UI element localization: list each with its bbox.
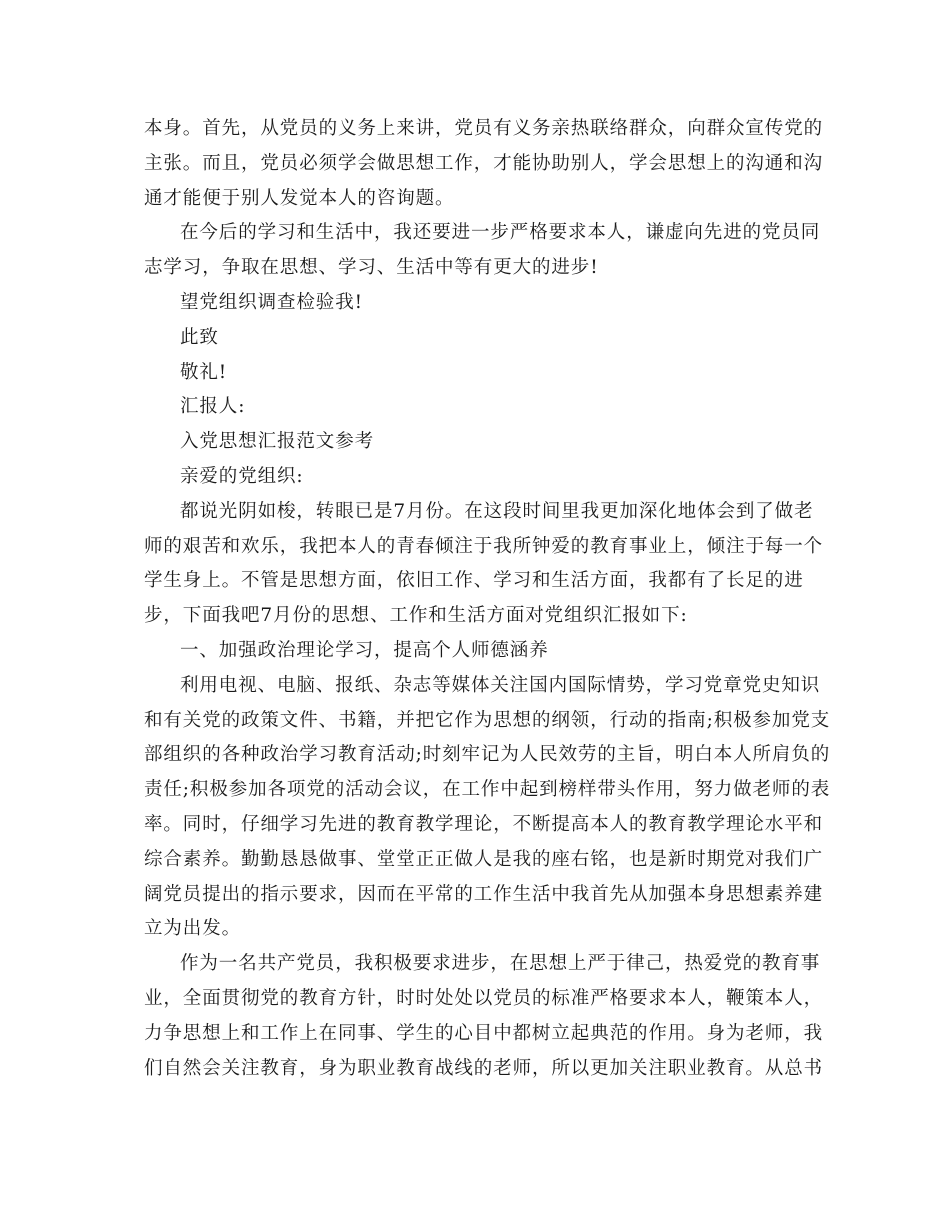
text-line: 业，全面贯彻党的教育方针，时时处处以党员的标准严格要求本人，鞭策本人，: [144, 987, 824, 1009]
text-line: 立为出发。: [144, 918, 242, 940]
text-line: 步，下面我吧7月份的思想、工作和生活方面对党组织汇报如下:: [144, 605, 688, 627]
text-line: 亲爱的党组织:: [180, 465, 304, 487]
text-line: 综合素养。勤勤恳恳做事、堂堂正正做人是我的座右铭，也是新时期党对我们广: [144, 848, 824, 870]
text-line: 汇报人:: [180, 396, 246, 418]
text-line: 一、加强政治理论学习，提高个人师德涵养: [180, 639, 549, 661]
text-line: 阔党员提出的指示要求，因而在平常的工作生活中我首先从加强本身思想素养建: [144, 883, 824, 905]
text-line: 敬礼!: [180, 361, 228, 383]
text-line: 责任;积极参加各项党的活动会议，在工作中起到榜样带头作用，努力做老师的表: [144, 779, 831, 801]
text-line: 志学习，争取在思想、学习、生活中等有更大的进步!: [144, 257, 599, 279]
text-line: 力争思想上和工作上在同事、学生的心目中都树立起典范的作用。身为老师，我: [144, 1022, 824, 1044]
text-line: 都说光阴如梭，转眼已是7月份。在这段时间里我更加深化地体会到了做老: [180, 500, 814, 522]
text-line: 利用电视、电脑、报纸、杂志等媒体关注国内国际情势，学习党章党史知识: [180, 674, 821, 696]
text-line: 率。同时，仔细学习先进的教育教学理论，不断提高本人的教育教学理论水平和: [144, 813, 824, 835]
text-line: 主张。而且，党员必须学会做思想工作，才能协助别人，学会思想上的沟通和沟: [144, 152, 824, 174]
document-page: [144, 112, 831, 1086]
text-line: 作为一名共产党员，我积极要求进步，在思想上严于律己，热爱党的教育事: [180, 953, 821, 975]
text-line: 本身。首先，从党员的义务上来讲，党员有义务亲热联络群众，向群众宣传党的: [144, 118, 824, 139]
text-line: 望党组织调查检验我!: [180, 291, 363, 313]
text-line: 和有关党的政策文件、书籍，并把它作为思想的纲领，行动的指南;积极参加党支: [144, 709, 831, 731]
text-line: 学生身上。不管是思想方面，依旧工作、学习和生活方面，我都有了长足的进: [144, 570, 804, 592]
text-line: 们自然会关注教育，身为职业教育战线的老师，所以更加关注职业教育。从总书: [144, 1057, 824, 1079]
text-line: 此致: [180, 326, 219, 348]
text-line: 师的艰苦和欢乐，我把本人的青春倾注于我所钟爱的教育事业上，倾注于每一个: [144, 535, 824, 557]
text-line: 部组织的各种政治学习教育活动;时刻牢记为人民效劳的主旨，明白本人所肩负的: [144, 744, 831, 766]
text-line: 入党思想汇报范文参考: [180, 431, 375, 453]
text-line: 通才能便于别人发觉本人的咨询题。: [144, 187, 455, 209]
text-line: 在今后的学习和生活中，我还要进一步严格要求本人，谦虚向先进的党员同: [180, 222, 821, 244]
